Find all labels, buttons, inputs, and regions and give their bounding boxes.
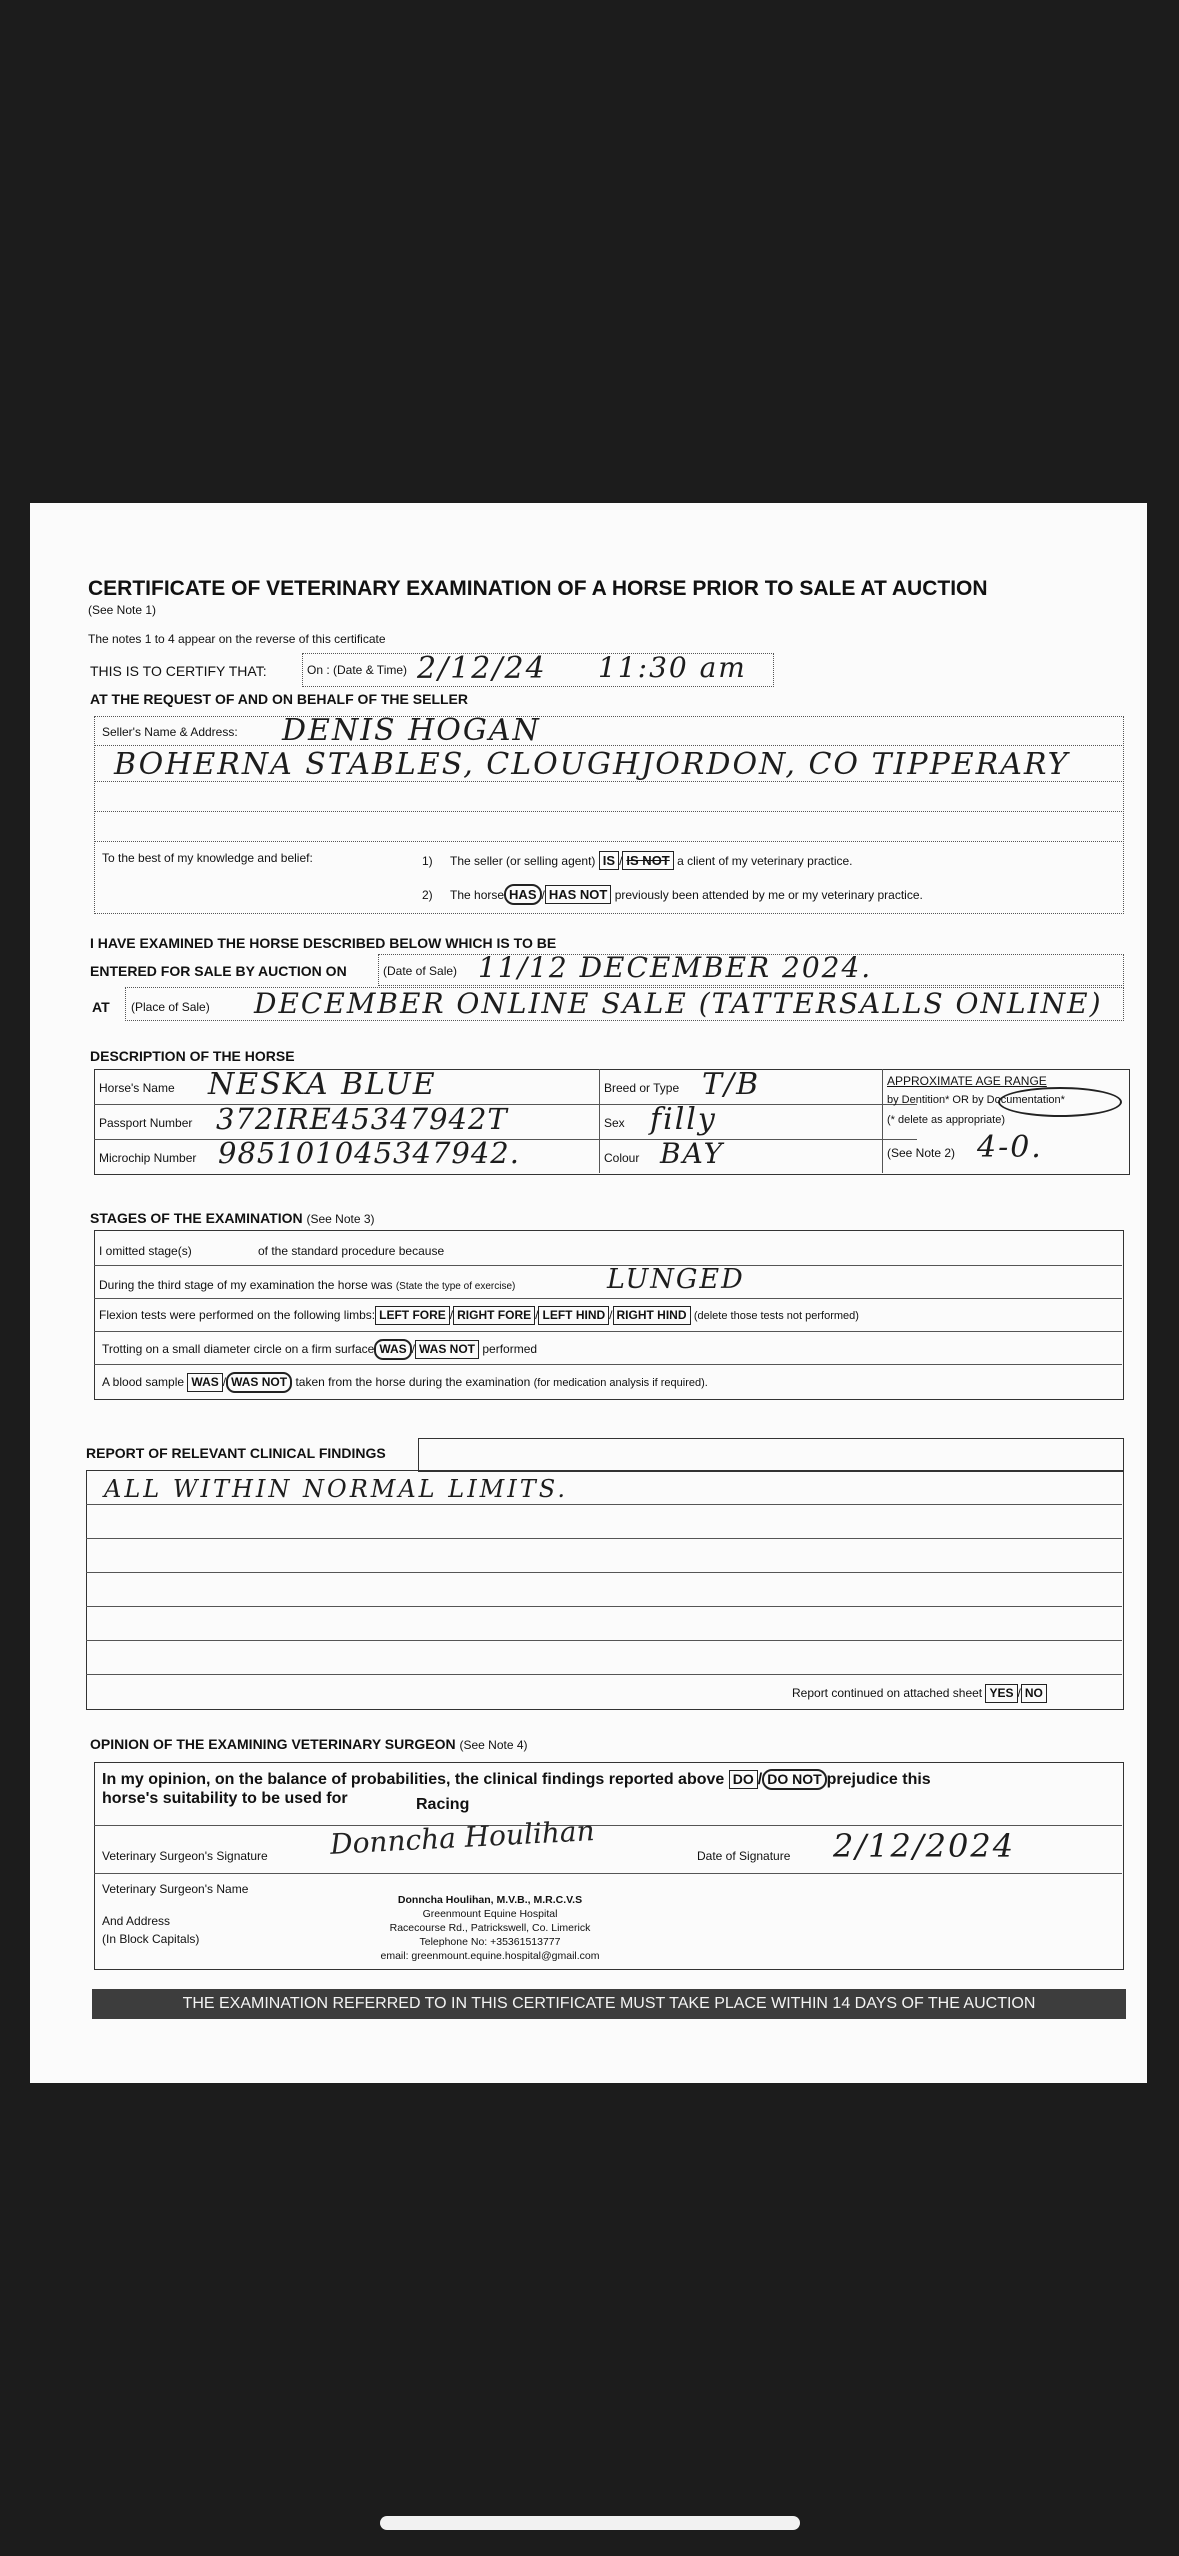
- stages-note: (See Note 3): [306, 1212, 375, 1226]
- age-heading: APPROXIMATE AGE RANGE: [887, 1074, 1047, 1088]
- item-text: previously been attended by me or my veterinary practice.: [614, 888, 923, 902]
- flexion-note: (delete those tests not performed): [693, 1310, 859, 1322]
- third-stage-note: (State the type of exercise): [395, 1281, 516, 1292]
- horse-name-label: Horse's Name: [99, 1081, 175, 1095]
- description-heading: DESCRIPTION OF THE HORSE: [90, 1048, 295, 1064]
- seller-label: Seller's Name & Address:: [102, 725, 238, 739]
- seller-rule: [94, 745, 1122, 746]
- blood-row: [102, 1372, 708, 1393]
- slash: /: [449, 1308, 454, 1322]
- colour-label: Colour: [604, 1151, 640, 1165]
- row-rule: [86, 1674, 1122, 1675]
- opinion-text: In my opinion, on the balance of probabilities, the clinical findings reported above: [102, 1771, 725, 1788]
- opinion-heading: [90, 1736, 528, 1752]
- row-rule: [86, 1606, 1122, 1607]
- finding-text: ALL WITHIN NORMAL LIMITS.: [104, 1475, 568, 1503]
- trot-was-not-option[interactable]: WAS NOT: [415, 1340, 479, 1359]
- signature-label: Veterinary Surgeon's Signature: [102, 1849, 268, 1863]
- examined-heading: I HAVE EXAMINED THE HORSE DESCRIBED BELOW WHICH IS TO BE: [90, 935, 557, 951]
- age-value: 4-0.: [977, 1130, 1043, 1165]
- blood-note: (for medication analysis if required).: [533, 1377, 708, 1389]
- belief-item-1: [422, 851, 853, 870]
- place-label: (Place of Sale): [131, 1000, 210, 1014]
- slash: /: [757, 1771, 763, 1788]
- entered-label: ENTERED FOR SALE BY AUCTION ON: [90, 963, 347, 979]
- seller-rule: [94, 811, 1122, 812]
- row-rule: [94, 1331, 1122, 1332]
- notes-line: The notes 1 to 4 appear on the reverse of this certificate: [88, 632, 386, 646]
- row-rule: [94, 1298, 1122, 1299]
- no-option[interactable]: NO: [1021, 1684, 1047, 1703]
- date-of-sale: 11/12 DECEMBER 2024.: [478, 951, 873, 984]
- left-hind-option[interactable]: LEFT HIND: [538, 1306, 609, 1325]
- report-continued: [792, 1684, 1047, 1703]
- blood-text: taken from the horse during the examination: [295, 1375, 531, 1389]
- footer-banner: THE EXAMINATION REFERRED TO IN THIS CERTIFICATE MUST TAKE PLACE WITHIN 14 DAYS OF THE AUCTION: [92, 1989, 1126, 2019]
- flexion-label: Flexion tests were performed on the following limbs:: [99, 1308, 376, 1322]
- item-text: a client of my veterinary practice.: [677, 854, 853, 868]
- trot-was-option[interactable]: WAS: [374, 1339, 411, 1360]
- report-heading-box: [418, 1438, 1124, 1472]
- breed-value: T/B: [702, 1067, 761, 1102]
- stages-title: STAGES OF THE EXAMINATION: [90, 1210, 303, 1226]
- age-method: by Dentition* OR by Documentation*: [887, 1094, 1065, 1106]
- at-label: AT: [92, 999, 110, 1015]
- has-option[interactable]: HAS: [504, 884, 541, 905]
- seller-rule: [94, 781, 1122, 782]
- use-value: Racing: [416, 1796, 470, 1813]
- certificate-page: [30, 503, 1147, 2083]
- sex-value: filly: [650, 1102, 717, 1137]
- address-note: (In Block Capitals): [102, 1932, 200, 1946]
- slash: /: [411, 1342, 416, 1356]
- blood-was-not-option[interactable]: WAS NOT: [226, 1372, 292, 1393]
- microchip-label: Microchip Number: [99, 1151, 197, 1165]
- passport-number: 372IRE45347942T: [216, 1102, 508, 1136]
- continued-label: Report continued on attached sheet: [792, 1686, 983, 1700]
- column-rule: [599, 1069, 600, 1173]
- signature: Donncha Houlihan: [329, 1814, 596, 1861]
- date-signed: 2/12/2024: [833, 1827, 1016, 1865]
- report-heading: REPORT OF RELEVANT CLINICAL FINDINGS: [86, 1445, 386, 1461]
- left-fore-option[interactable]: LEFT FORE: [375, 1306, 450, 1325]
- row-rule: [86, 1538, 1122, 1539]
- trot-post: performed: [482, 1342, 538, 1356]
- age-note: (See Note 2): [887, 1146, 956, 1160]
- place-of-sale: DECEMBER ONLINE SALE (TATTERSALLS ONLINE): [254, 987, 1103, 1020]
- slash: /: [619, 854, 623, 868]
- page-title: CERTIFICATE OF VETERINARY EXAMINATION OF A HORSE PRIOR TO SALE AT AUCTION: [88, 577, 988, 600]
- seller-address: BOHERNA STABLES, CLOUGHJORDON, CO TIPPERARY: [114, 747, 1070, 782]
- do-option[interactable]: DO: [729, 1770, 758, 1789]
- age-method-circle: [998, 1087, 1122, 1117]
- opinion-title: OPINION OF THE EXAMINING VETERINARY SURGEON: [90, 1736, 456, 1752]
- row-rule: [86, 1504, 1122, 1505]
- stamp-line: Greenmount Equine Hospital: [422, 1908, 558, 1920]
- do-not-option[interactable]: DO NOT: [762, 1769, 826, 1790]
- is-option[interactable]: IS: [599, 851, 619, 870]
- item-number: 1): [422, 854, 433, 868]
- opinion-text-end: prejudice this: [826, 1771, 931, 1788]
- has-not-option[interactable]: HAS NOT: [545, 885, 612, 904]
- microchip-number: 985101045347942.: [218, 1136, 520, 1170]
- cert-time: 11:30 am: [598, 651, 747, 684]
- slash: /: [535, 1308, 539, 1322]
- third-stage-label: [99, 1278, 515, 1292]
- stamp-line: Telephone No: +35361513777: [419, 1936, 561, 1948]
- stamp-line: Racecourse Rd., Patrickswell, Co. Limerick: [389, 1922, 591, 1934]
- breed-label: Breed or Type: [604, 1081, 680, 1095]
- omitted-label: I omitted stage(s): [99, 1244, 192, 1258]
- opinion-line-2: horse's suitability to be used for: [102, 1790, 348, 1807]
- stamp-line: email: greenmount.equine.hospital@gmail.com: [380, 1950, 600, 1962]
- row-rule: [94, 1364, 1122, 1365]
- seller-rule: [94, 841, 1122, 842]
- row-rule: [94, 1873, 1122, 1874]
- flexion-row: [99, 1306, 859, 1325]
- vet-stamp: [340, 1893, 640, 1963]
- stamp-name: Donncha Houlihan, M.V.B., M.R.C.V.S: [397, 1894, 583, 1906]
- slash: /: [222, 1375, 227, 1389]
- certify-label: THIS IS TO CERTIFY THAT:: [90, 663, 267, 679]
- yes-option[interactable]: YES: [985, 1684, 1017, 1703]
- blood-label: A blood sample: [102, 1375, 185, 1389]
- opinion-line-1: [102, 1769, 931, 1790]
- item-text: The seller (or selling agent): [450, 854, 596, 868]
- home-indicator[interactable]: [380, 2516, 800, 2530]
- slash: /: [609, 1308, 613, 1322]
- cert-date: 2/12/24: [417, 651, 547, 686]
- column-rule: [882, 1069, 883, 1173]
- blood-was-option[interactable]: WAS: [187, 1373, 222, 1392]
- stages-heading: [90, 1210, 375, 1226]
- seller-name: DENIS HOGAN: [282, 713, 541, 748]
- horse-name: NESKA BLUE: [208, 1067, 437, 1102]
- exercise-value: LUNGED: [607, 1264, 745, 1295]
- third-stage-text: During the third stage of my examination the horse was: [99, 1278, 393, 1292]
- colour-value: BAY: [660, 1137, 725, 1170]
- item-text: The horse: [450, 888, 505, 902]
- sex-label: Sex: [604, 1116, 625, 1130]
- on-label: On : (Date & Time): [307, 663, 408, 677]
- is-not-option[interactable]: IS NOT: [622, 851, 673, 870]
- request-heading: AT THE REQUEST OF AND ON BEHALF OF THE SELLER: [90, 691, 468, 707]
- right-fore-option[interactable]: RIGHT FORE: [453, 1306, 535, 1325]
- right-hind-option[interactable]: RIGHT HIND: [613, 1306, 691, 1325]
- opinion-note: (See Note 4): [459, 1738, 528, 1752]
- age-delete-note: (* delete as appropriate): [887, 1114, 1006, 1126]
- belief-label: To the best of my knowledge and belief:: [102, 851, 313, 865]
- address-label: And Address: [102, 1914, 171, 1928]
- slash: /: [1017, 1686, 1021, 1700]
- row-rule: [86, 1572, 1122, 1573]
- belief-item-2: [422, 884, 923, 905]
- name-label: Veterinary Surgeon's Name: [102, 1882, 249, 1896]
- see-note-1: (See Note 1): [88, 603, 157, 617]
- omitted-label-cont: of the standard procedure because: [258, 1244, 445, 1258]
- date-signed-label: Date of Signature: [697, 1849, 791, 1863]
- trot-label: Trotting on a small diameter circle on a firm surface: [102, 1342, 375, 1356]
- date-of-sale-label: (Date of Sale): [383, 964, 458, 978]
- trot-row: [102, 1339, 537, 1360]
- row-rule: [86, 1640, 1122, 1641]
- item-number: 2): [422, 888, 433, 902]
- passport-label: Passport Number: [99, 1116, 193, 1130]
- slash: /: [541, 888, 545, 902]
- row-rule: [94, 1825, 1122, 1826]
